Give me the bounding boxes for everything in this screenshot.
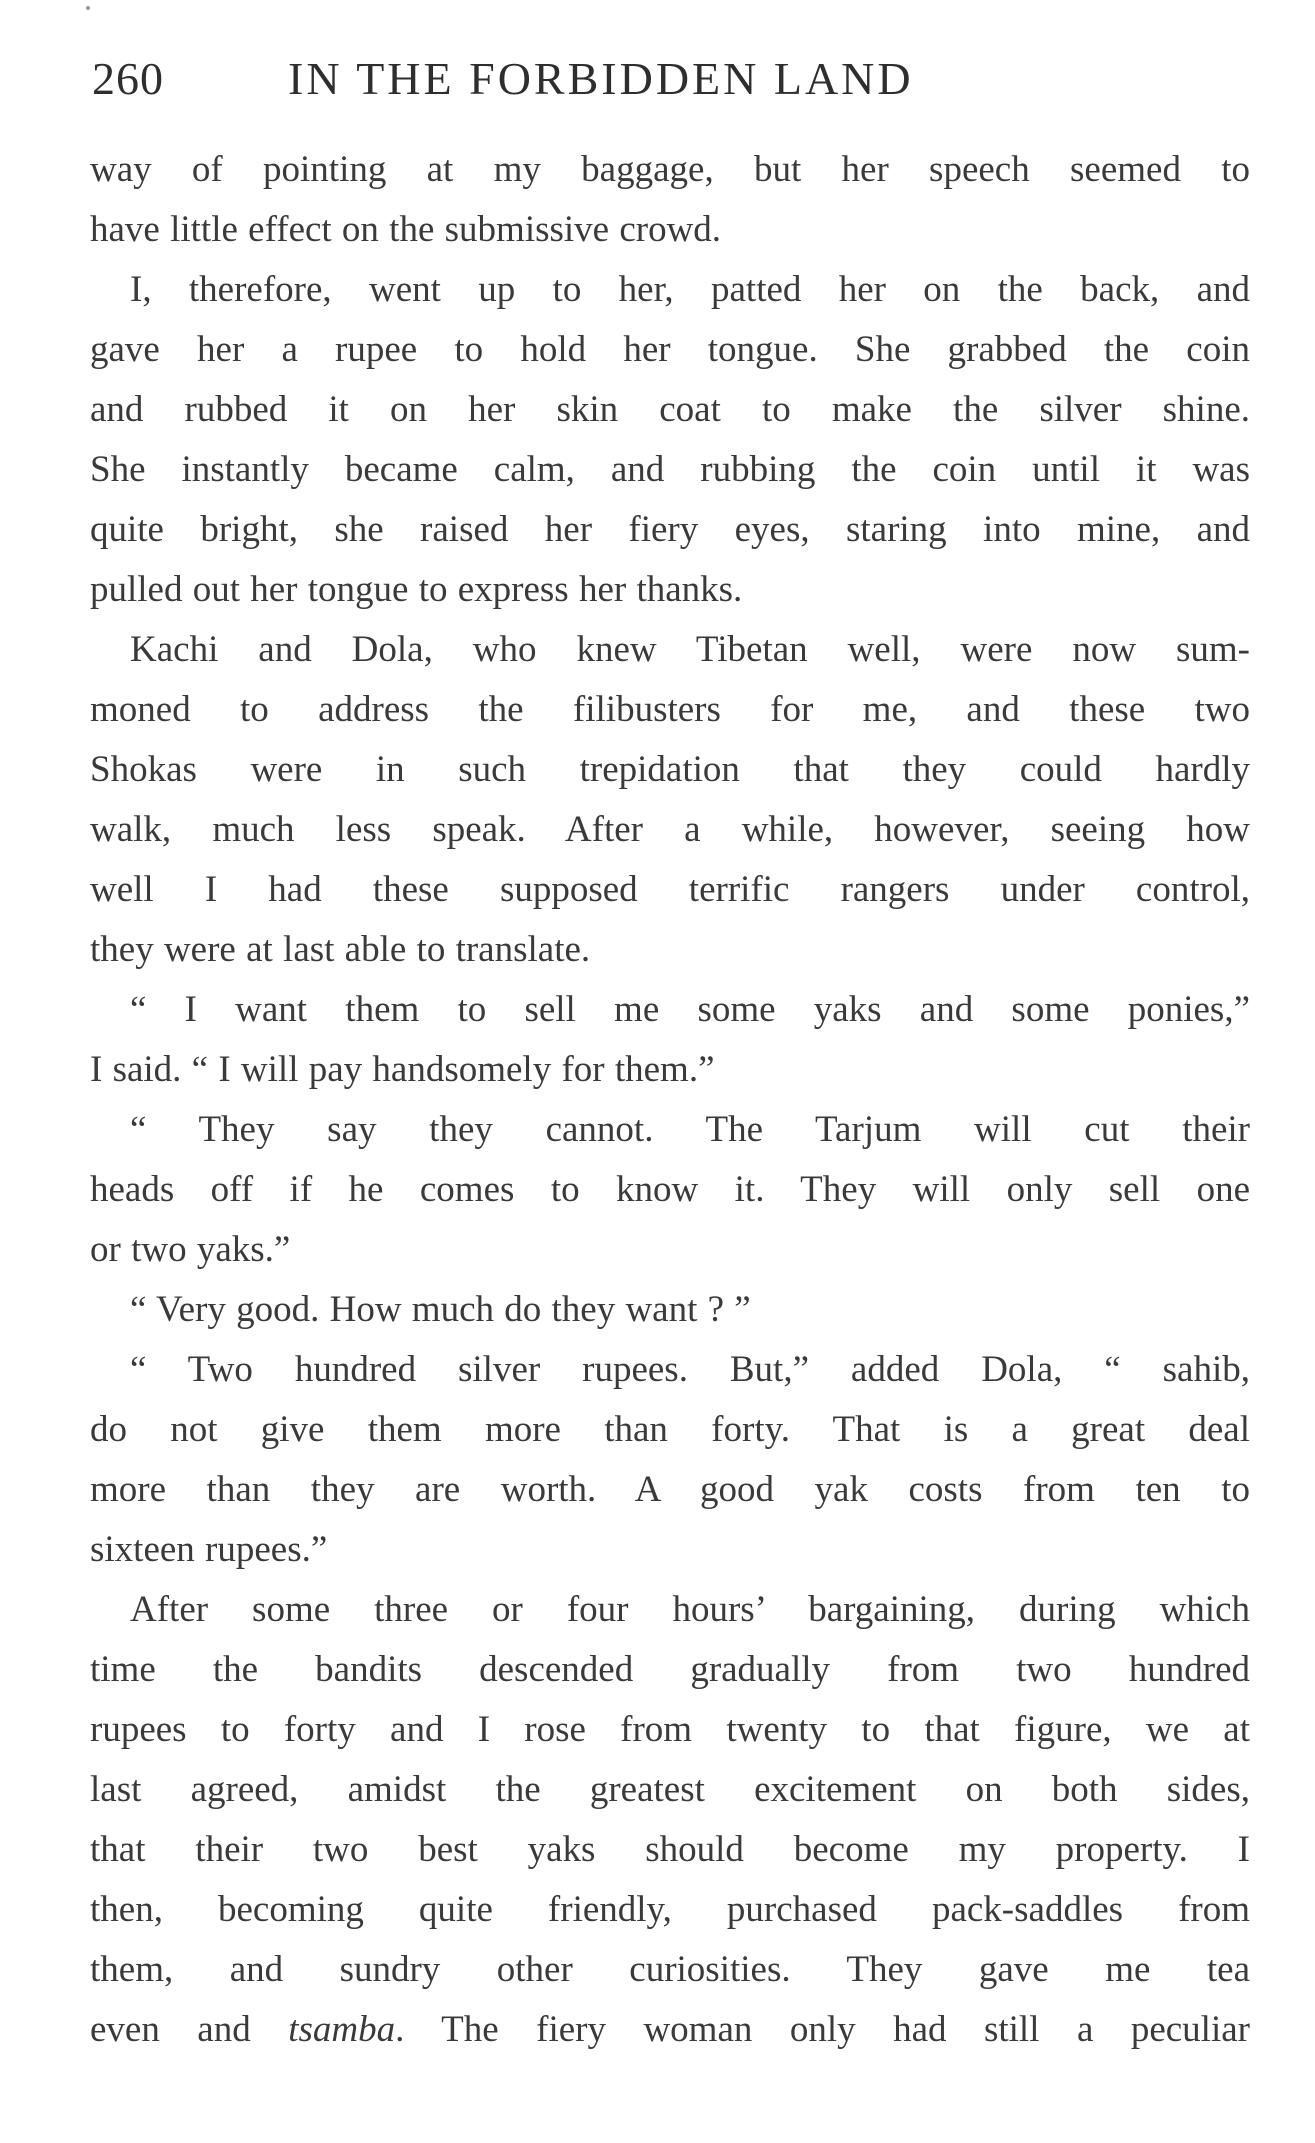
body-text (90, 140, 1250, 2060)
text-line: “ Very good. How much do they want ? ” (130, 1289, 751, 1330)
text-line: She instantly became calm, and rubbing the coin until it was (90, 449, 1250, 490)
page-speck (86, 6, 90, 10)
text-line: After some three or four hours’ bargaining, during which (130, 1589, 1250, 1630)
text-line: I said. “ I will pay handsomely for them.” (90, 1049, 715, 1090)
text-line: pulled out her tongue to express her thanks. (90, 569, 743, 610)
text-line: time the bandits descended gradually from two hundred (90, 1649, 1250, 1690)
text-line: last agreed, amidst the greatest excitement on both sides, (90, 1769, 1250, 1810)
text-line: then, becoming quite friendly, purchased pack-saddles from (90, 1889, 1250, 1930)
text-line: gave her a rupee to hold her tongue. She grabbed the coin (90, 329, 1250, 370)
italic-word-tsamba: tsamba (288, 2009, 396, 2050)
running-title: IN THE FORBIDDEN LAND (288, 53, 914, 104)
text-line: rupees to forty and I rose from twenty to that figure, we at (90, 1709, 1250, 1750)
text-line: heads off if he comes to know it. They will only sell one (90, 1169, 1250, 1210)
page-header (90, 52, 1250, 112)
text-line: Shokas were in such trepidation that they could hardly (90, 749, 1250, 790)
text-line: or two yaks.” (90, 1229, 291, 1270)
text-line: more than they are worth. A good yak costs from ten to (90, 1469, 1250, 1510)
text-line: well I had these supposed terrific rangers under control, (90, 869, 1250, 910)
text-line: Kachi and Dola, who knew Tibetan well, were now sum- (130, 629, 1250, 670)
page-number: 260 (92, 53, 164, 104)
text-line: “ They say they cannot. The Tarjum will cut their (130, 1109, 1250, 1150)
text-line: them, and sundry other curiosities. They gave me tea (90, 1949, 1250, 1990)
text-line: moned to address the filibusters for me, and these two (90, 689, 1250, 730)
text-line: walk, much less speak. After a while, however, seeing how (90, 809, 1250, 850)
text-fragment: even and (90, 2009, 289, 2050)
text-line: I, therefore, went up to her, patted her on the back, and (130, 269, 1250, 310)
text-line: they were at last able to translate. (90, 929, 591, 970)
text-line (90, 2000, 1250, 2060)
text-line: have little effect on the submissive crowd. (90, 209, 722, 250)
text-line: way of pointing at my baggage, but her speech seemed to (90, 149, 1250, 190)
text-line: and rubbed it on her skin coat to make the silver shine. (90, 389, 1250, 430)
text-line: quite bright, she raised her fiery eyes, staring into mine, and (90, 509, 1250, 550)
text-line: “ I want them to sell me some yaks and some ponies,” (130, 989, 1250, 1030)
text-fragment: . The fiery woman only had still a peculiar (395, 2009, 1250, 2050)
text-line: that their two best yaks should become my property. I (90, 1829, 1250, 1870)
text-line: sixteen rupees.” (90, 1529, 328, 1570)
text-line: do not give them more than forty. That is a great deal (90, 1409, 1250, 1450)
text-line: “ Two hundred silver rupees. But,” added Dola, “ sahib, (130, 1349, 1250, 1390)
